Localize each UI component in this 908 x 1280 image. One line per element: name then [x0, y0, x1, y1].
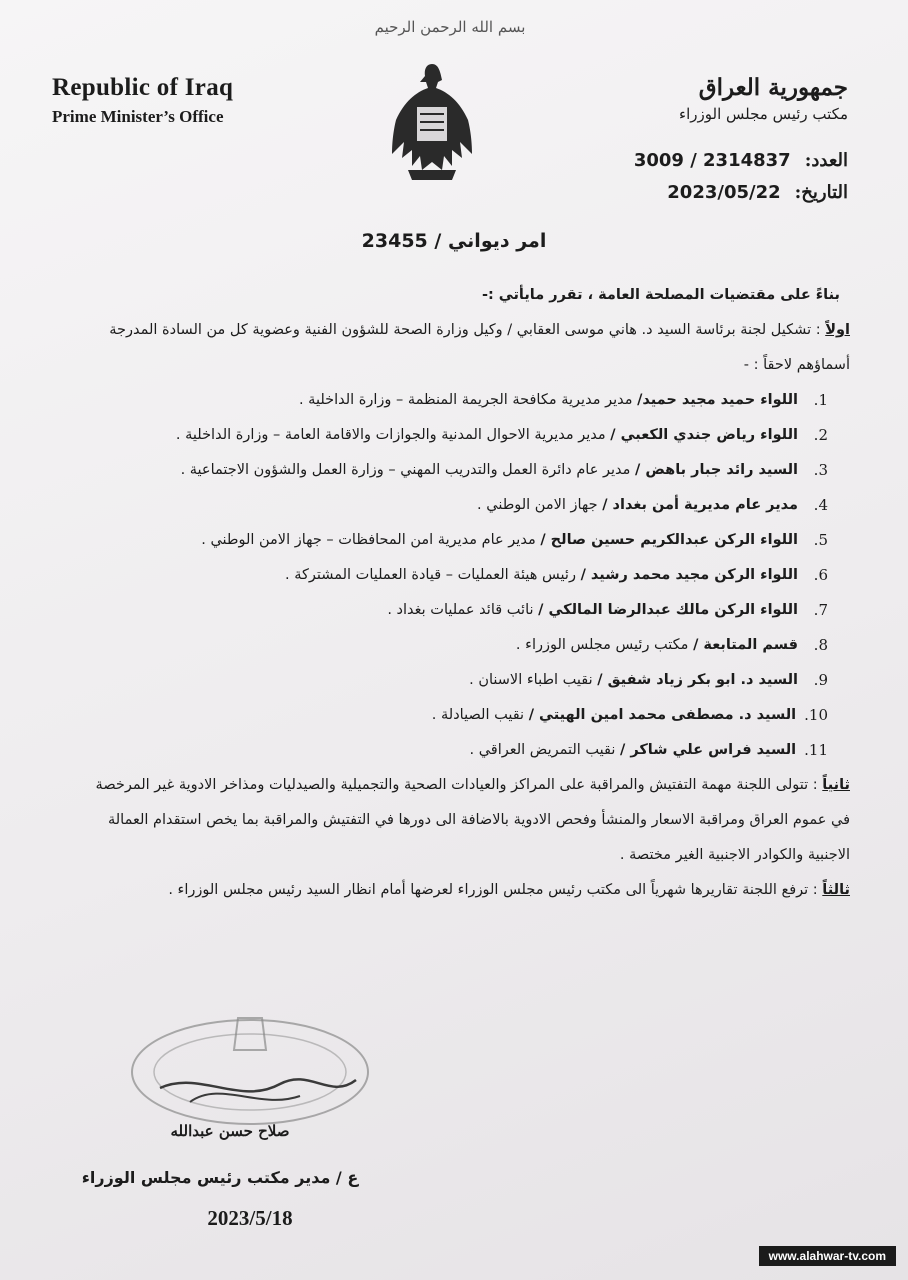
letterhead-subtitle-ar: مكتب رئيس مجلس الوزراء	[679, 105, 848, 123]
signatory-name: صلاح حسن عبدالله	[170, 1122, 290, 1140]
clause-third-text: : ترفع اللجنة تقاريرها شهرياً الى مكتب رئيس مجلس الوزراء لعرضها أمام انظار السيد رئيس مجلس الوزراء .	[168, 882, 823, 898]
list-item	[78, 523, 850, 558]
member-name: السيد فراس علي شاكر /	[620, 742, 797, 758]
committee-members-list	[78, 383, 850, 768]
member-name: اللواء حميد مجيد حميد/	[637, 392, 798, 408]
member-role: جهاز الامن الوطني .	[477, 497, 603, 513]
clause-second-label: ثانياً	[822, 777, 850, 793]
document-date-row	[667, 182, 848, 203]
member-name: السيد رائد جبار باهض /	[635, 462, 798, 478]
member-role: رئيس هيئة العمليات – قيادة العمليات المشتركة .	[285, 567, 581, 583]
item-number: 6.	[813, 566, 828, 584]
order-title: امر ديواني / 23455	[361, 230, 547, 252]
list-item	[78, 628, 850, 663]
official-stamp-icon	[120, 1010, 380, 1130]
clause-first-label: اولاً	[825, 322, 850, 338]
watermark: www.alahwar-tv.com	[759, 1246, 896, 1266]
document-date-value: 2023/05/22	[667, 182, 781, 203]
item-number: 5.	[813, 531, 828, 549]
list-item	[78, 418, 850, 453]
item-number: 8.	[813, 636, 828, 654]
member-role: مدير مديرية الاحوال المدنية والجوازات والاقامة العامة – وزارة الداخلية .	[175, 427, 611, 443]
intro-statement: بناءً على مقتضيات المصلحة العامة ، تقرر مايأتي :-	[481, 287, 840, 303]
list-item	[78, 733, 850, 768]
member-name: اللواء الركن عبدالكريم حسين صالح /	[540, 532, 798, 548]
item-number: 2.	[813, 426, 828, 444]
list-item	[78, 453, 850, 488]
reference-number-value: 3009 / 2314837	[633, 150, 791, 171]
member-name: اللواء رياض جندي الكعبي /	[610, 427, 798, 443]
list-item	[78, 558, 850, 593]
item-number: 10.	[804, 706, 828, 724]
member-name: قسم المتابعة /	[693, 637, 798, 653]
letterhead-subtitle-en: Prime Minister’s Office	[52, 107, 224, 126]
list-item	[78, 488, 850, 523]
item-number: 1.	[813, 391, 828, 409]
arabic-letterhead	[679, 74, 848, 123]
item-number: 11.	[804, 741, 828, 759]
member-role: نقيب التمريض العراقي .	[469, 742, 621, 758]
signatory-title: ع / مدير مكتب رئيس مجلس الوزراء	[81, 1168, 359, 1187]
item-number: 9.	[813, 671, 828, 689]
clause-first-text: : تشكيل لجنة برئاسة السيد د. هاني موسى العقابي / وكيل وزارة الصحة للشؤون الفنية وعضوية كل من السادة المدرجة أسماؤهم لاحقاً : -	[109, 322, 850, 373]
item-number: 7.	[813, 601, 828, 619]
clause-second	[78, 768, 850, 873]
member-name: السيد د. مصطفى محمد امين الهيتي /	[528, 707, 797, 723]
item-number: 3.	[813, 461, 828, 479]
document-body	[78, 278, 850, 908]
clause-second-text: : تتولى اللجنة مهمة التفتيش والمراقبة على المراكز والعيادات الصحية والتجميلية والصيدليات ومذاخر الادوية غير المرخصة في عموم العراق ومراقبة الاسعار والمنشأ وفحص الادوية بالاضافة الى دورها في التفتيش والمراقبة بما يخص استقدام العمالة الاجنبية والكوادر الاجنبية الغير مختصة .	[95, 777, 850, 863]
member-name: اللواء الركن مجيد محمد رشيد /	[580, 567, 798, 583]
member-role: مدير مديرية مكافحة الجريمة المنظمة – وزارة الداخلية .	[298, 392, 638, 408]
document-date-label: التاريخ:	[794, 182, 848, 203]
item-number: 4.	[813, 496, 828, 514]
member-role: مدير عام دائرة العمل والتدريب المهني – وزارة العمل والشؤون الاجتماعية .	[180, 462, 636, 478]
list-item	[78, 593, 850, 628]
reference-number-row	[634, 150, 848, 171]
letterhead-title-ar: جمهورية العراق	[698, 74, 848, 101]
member-role: نقيب الصيادلة .	[431, 707, 529, 723]
member-name: السيد د. ابو بكر زياد شفيق /	[597, 672, 798, 688]
basmala: بسم الله الرحمن الرحيم	[374, 18, 526, 36]
clause-third	[78, 873, 850, 908]
list-item	[78, 663, 850, 698]
letterhead-title-en: Republic of Iraq	[52, 74, 234, 101]
signature-date: 2023/5/18	[207, 1206, 293, 1230]
member-role: نائب قائد عمليات بغداد .	[387, 602, 539, 618]
member-role: نقيب اطباء الاسنان .	[469, 672, 598, 688]
reference-number-label: العدد:	[804, 150, 848, 171]
list-item	[78, 383, 850, 418]
clause-first	[78, 313, 850, 383]
member-name: مدير عام مديرية أمن بغداد /	[602, 497, 798, 513]
eagle-emblem-icon	[386, 58, 478, 188]
member-name: اللواء الركن مالك عبدالرضا المالكي /	[538, 602, 798, 618]
list-item	[78, 698, 850, 733]
clause-third-label: ثالثاً	[822, 882, 850, 898]
member-role: مكتب رئيس مجلس الوزراء .	[515, 637, 694, 653]
member-role: مدير عام مديرية امن المحافظات – جهاز الامن الوطني .	[201, 532, 541, 548]
english-letterhead	[52, 74, 233, 127]
